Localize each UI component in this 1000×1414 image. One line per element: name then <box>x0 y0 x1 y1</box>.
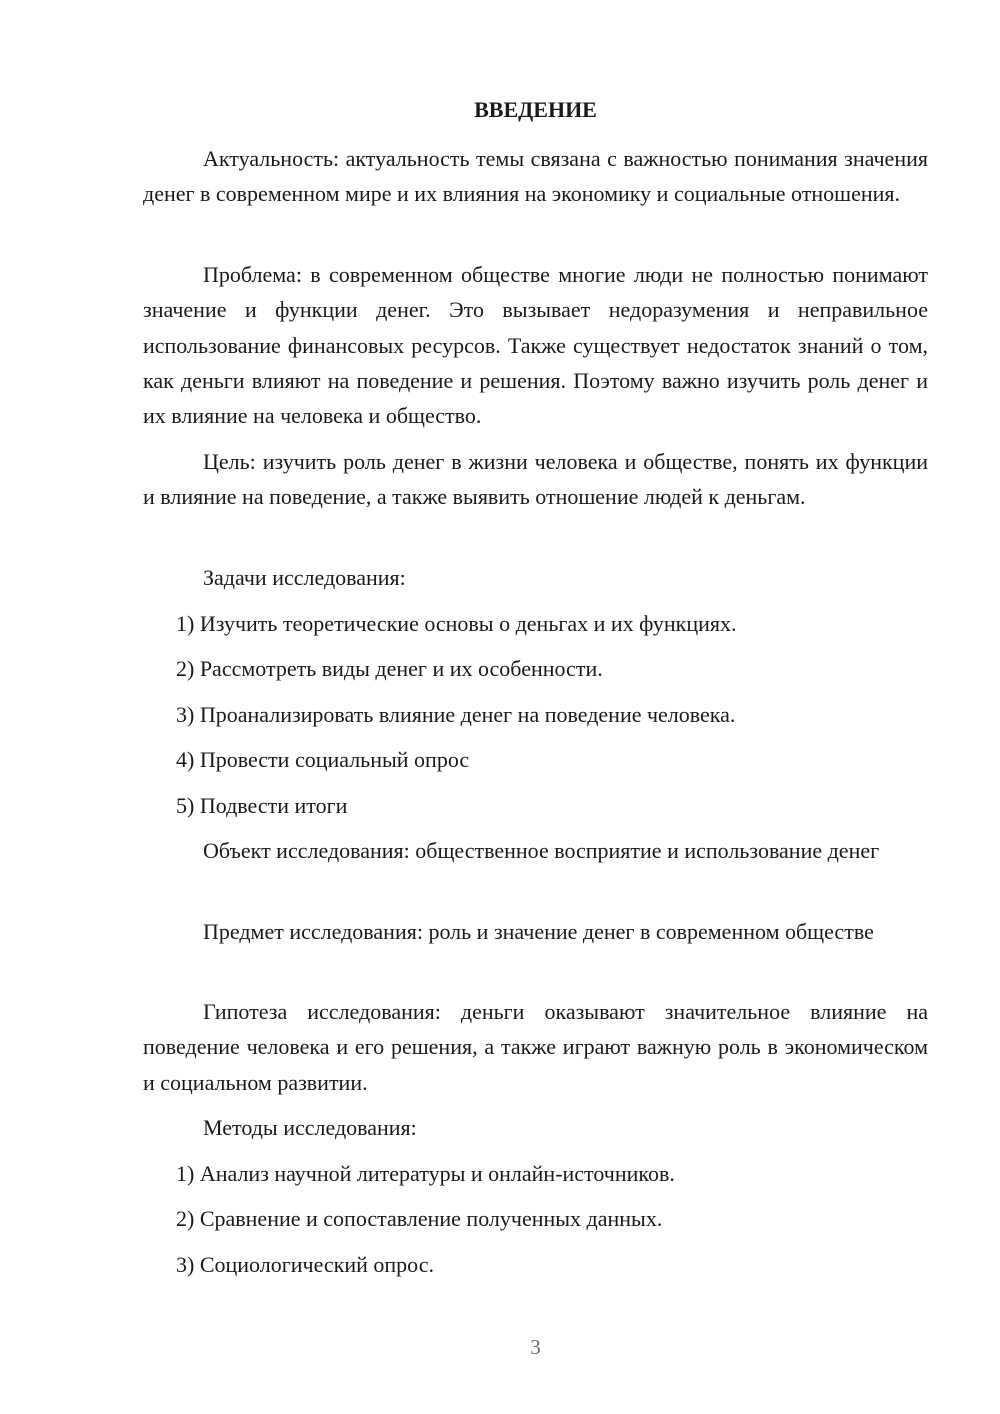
goal-paragraph: Цель: изучить роль денег в жизни человека и обществе, понять их функции и влияние на поведение, а также выявить отношение людей к деньгам. <box>143 449 928 510</box>
list-item: 3) Проанализировать влияние денег на поведение человека. <box>176 702 736 727</box>
methods-label: Методы исследования: <box>203 1115 417 1140</box>
list-item: 2) Сравнение и сопоставление полученных данных. <box>176 1206 663 1231</box>
page-number: 3 <box>530 1335 541 1359</box>
problem-paragraph: Проблема: в современном обществе многие люди не полностью понимают значение и функции денег. Это вызывает недоразумения и неправильное использование финансовых ресурсов. Также существует недостаток знаний о том, как деньги влияют на поведение и решения. Поэтому важно изучить роль денег и их влияние на человека и общество. <box>143 262 928 429</box>
relevance-paragraph: Актуальность: актуальность темы связана с важностью понимания значения денег в современном мире и их влияния на экономику и социальные отношения. <box>143 146 928 207</box>
list-item: 2) Рассмотреть виды денег и их особенности. <box>176 656 603 681</box>
list-item: 5) Подвести итоги <box>176 793 348 818</box>
tasks-label: Задачи исследования: <box>203 565 406 590</box>
page-title: ВВЕДЕНИЕ <box>474 97 597 122</box>
hypothesis-paragraph: Гипотеза исследования: деньги оказывают значительное влияние на поведение человека и его решения, а также играют важную роль в экономическом и социальном развитии. <box>143 999 928 1095</box>
document-page <box>143 0 928 1414</box>
list-item: 1) Изучить теоретические основы о деньгах и их функциях. <box>176 611 737 636</box>
subject-paragraph: Предмет исследования: роль и значение денег в современном обществе <box>203 919 874 944</box>
object-paragraph: Объект исследования: общественное восприятие и использование денег <box>203 838 880 863</box>
list-item: 3) Социологический опрос. <box>176 1252 434 1277</box>
list-item: 4) Провести социальный опрос <box>176 747 470 772</box>
list-item: 1) Анализ научной литературы и онлайн-источников. <box>176 1161 675 1186</box>
